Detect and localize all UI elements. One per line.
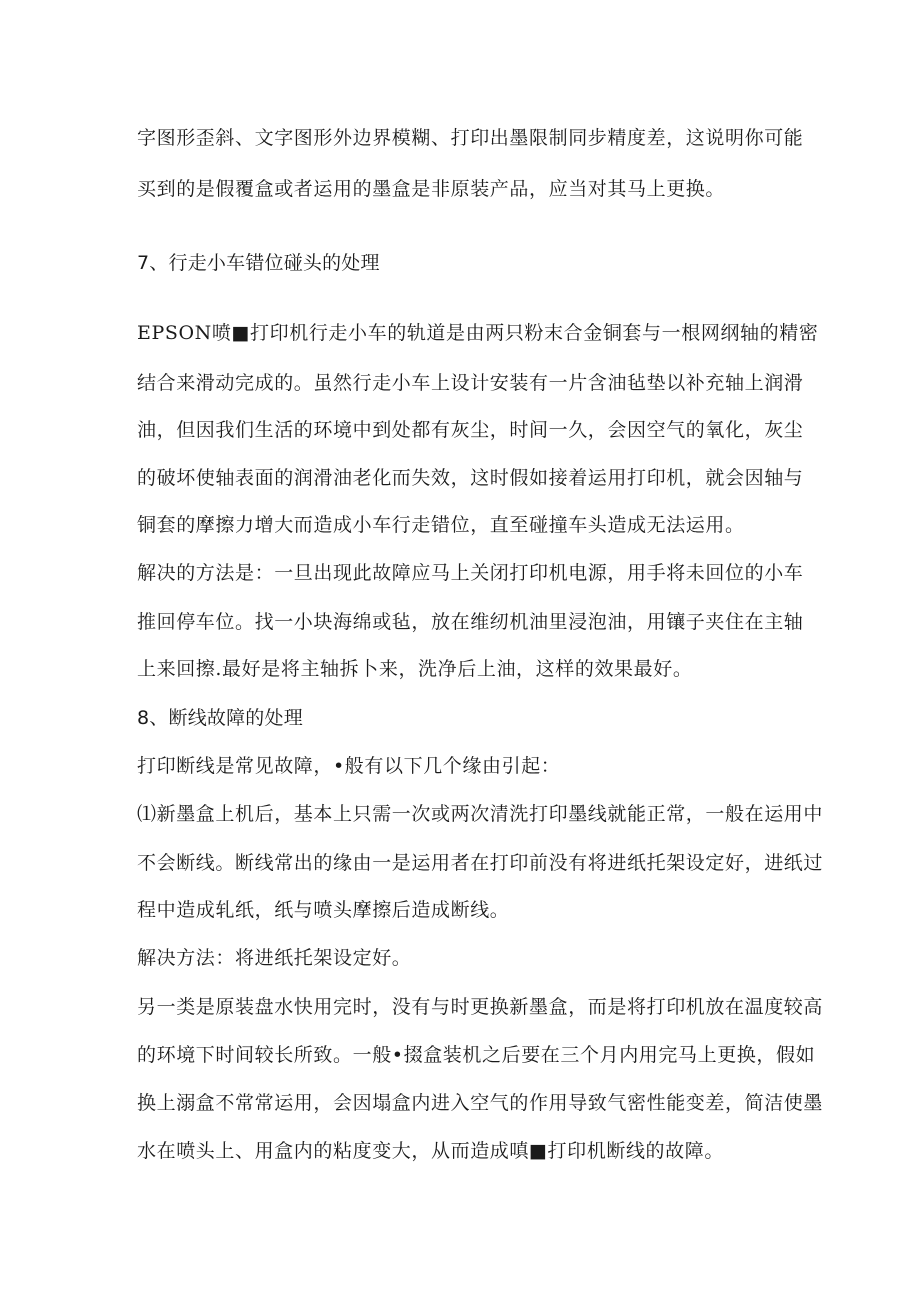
section-8-item-1-line: ⑴新墨盒上机后，基本上只需一次或两次清洗打印墨线就能正常，一般在运用中 xyxy=(137,803,824,825)
section-8-item-1-line: 程中造成轧纸，纸与喷头摩擦后造成断线。 xyxy=(137,899,510,921)
section-8-item-1-line: 不会断线。断线常出的缘由一是运用者在打印前没有将进纸托架设定好，进纸过 xyxy=(137,852,824,874)
section-8-item-2-line: 的环境下时间较长所致。一般•掇盒装机之后要在三个月内用完马上更换，假如 xyxy=(137,1044,816,1066)
section-7-heading: 7、行走小车错位碰头的处理 xyxy=(137,252,380,274)
intro-line: 买到的是假覆盒或者运用的墨盒是非原装产品，应当对其马上更换。 xyxy=(137,178,726,200)
section-7-paragraph-line: 结合来滑动完成的。虽然行走小车上设计安装有一片含油毡垫以补充轴上润滑 xyxy=(137,372,804,394)
section-8-item-2-line: 另一类是原装盘水快用完时，没有与时更换新墨盒，而是将打印机放在温度较高 xyxy=(137,996,824,1018)
section-7-solution-line: 推回停车位。找一小块海绵或毡，放在维纫机油里浸泡油，用镶子夹住在主轴 xyxy=(137,611,804,633)
section-8-intro: 打印断线是常见故障，•般有以下几个缘由引起： xyxy=(137,755,561,777)
section-8-item-2-line: 水在喷头上、用盒内的粘度变大，从而造成嗔■打印机断线的故障。 xyxy=(137,1140,724,1162)
section-8-item-2-line: 换上溺盒不常常运用，会因塌盒内进入空气的作用导致气密性能变差，简洁使墨 xyxy=(137,1092,824,1114)
section-7-paragraph-line: EPSON喷■打印机行走小车的轨道是由两只粉末合金铜套与一根网纲轴的精密 xyxy=(137,322,819,344)
section-7-solution-line: 上来回擦.最好是将主轴拆卜来，洗净后上油，这样的效果最好。 xyxy=(137,658,693,680)
section-8-solution: 解决方法：将进纸托架设定好。 xyxy=(137,947,412,969)
section-7-paragraph-line: 铜套的摩擦力增大而造成小车行走错位，直至碰撞车头造成无法运用。 xyxy=(137,514,745,536)
section-7-solution-line: 解决的方法是：一旦出现此故障应马上关闭打印机电源，用手将未回位的小车 xyxy=(137,562,804,584)
section-7-paragraph-line: 的破坏使轴表面的润滑油老化而失效，这时假如接着运用打印机，就会因轴与 xyxy=(137,467,804,489)
section-8-heading: 8、断线故障的处理 xyxy=(137,707,303,729)
section-7-paragraph-line: 油，但因我们生活的环境中到处都有灰尘，时间一久，会因空气的氧化，灰尘 xyxy=(137,419,804,441)
intro-line: 字图形歪斜、文字图形外边界模糊、打印出墨限制同步精度差，这说明你可能 xyxy=(137,127,804,149)
